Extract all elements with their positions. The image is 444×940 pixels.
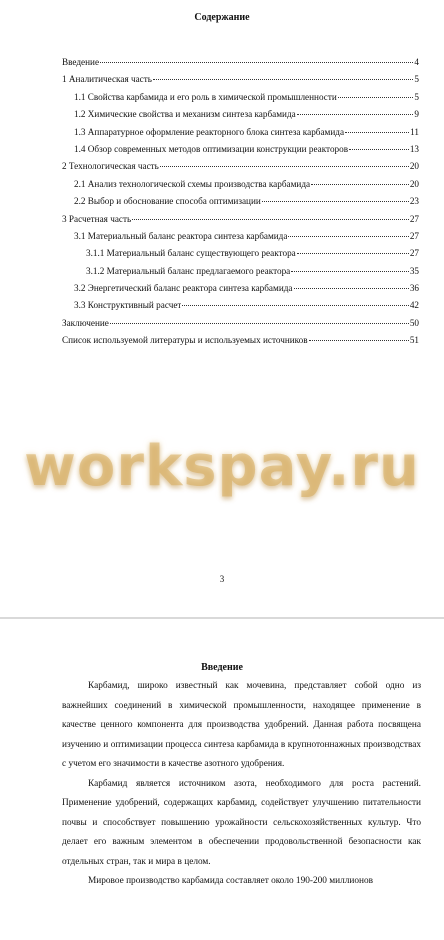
page-divider bbox=[0, 617, 444, 619]
toc-entry-page: 51 bbox=[409, 335, 419, 346]
toc-list bbox=[62, 54, 419, 350]
toc-entry-page: 5 bbox=[414, 91, 419, 102]
toc-entry-title: 1.4 Обзор современных методов оптимизации конструкции реакторов bbox=[74, 143, 349, 154]
toc-entry-title: 1.2 Химические свойства и механизм синтеза карбамида bbox=[74, 109, 296, 120]
toc-entry-title: 1.3 Аппаратурное оформление реакторного блока синтеза карбамида bbox=[74, 126, 345, 137]
toc-leader-dots bbox=[311, 174, 409, 185]
toc-entry-page: 23 bbox=[409, 196, 419, 207]
toc-entry-title: 3.2 Энергетический баланс реактора синтеза карбамида bbox=[74, 283, 293, 294]
toc-entry-page: 42 bbox=[409, 300, 419, 311]
toc-leader-dots bbox=[182, 295, 408, 306]
intro-title: Введение bbox=[201, 662, 243, 673]
toc-leader-dots bbox=[132, 209, 409, 220]
toc-leader-dots bbox=[100, 52, 413, 63]
toc-entry-title: Введение bbox=[62, 57, 100, 67]
toc-entry-title: 2.2 Выбор и обоснование способа оптимизации bbox=[74, 196, 261, 207]
toc-leader-dots bbox=[288, 226, 408, 237]
toc-entry[interactable] bbox=[62, 332, 419, 349]
toc-entry-page: 27 bbox=[409, 213, 419, 224]
intro-page bbox=[0, 620, 444, 940]
toc-entry-title: 3.1 Материальный баланс реактора синтеза карбамида bbox=[74, 230, 288, 241]
toc-entry-title: Список используемой литературы и используемых источников bbox=[62, 335, 308, 346]
toc-entry-page: 13 bbox=[409, 143, 419, 154]
toc-entry-page: 35 bbox=[409, 265, 419, 276]
toc-entry-title: 3 Расчетная часть bbox=[62, 213, 132, 224]
toc-leader-dots bbox=[110, 313, 409, 324]
toc-entry-title: Заключение bbox=[62, 317, 109, 328]
toc-entry-page: 20 bbox=[409, 178, 419, 189]
toc-leader-dots bbox=[309, 330, 409, 341]
toc-leader-dots bbox=[345, 122, 409, 133]
toc-entry-title: 3.1.1 Материальный баланс существующего реактора bbox=[86, 248, 296, 259]
toc-entry-title: 2 Технологическая часть bbox=[62, 161, 159, 172]
toc-entry-page: 5 bbox=[414, 74, 419, 85]
toc-entry-title: 2.1 Анализ технологической схемы производства карбамида bbox=[74, 178, 311, 189]
toc-title: Содержание bbox=[194, 12, 250, 23]
toc-entry-page: 27 bbox=[409, 230, 419, 241]
toc-entry-title: 1.1 Свойства карбамида и его роль в химической промышленности bbox=[74, 91, 337, 102]
toc-entry-page: 50 bbox=[409, 317, 419, 328]
intro-paragraph: Мировое производство карбамида составляет около 190-200 миллионов bbox=[88, 876, 374, 886]
toc-leader-dots bbox=[297, 104, 414, 115]
toc-entry-page: 20 bbox=[409, 161, 419, 172]
toc-entry-page: 36 bbox=[409, 283, 419, 294]
toc-leader-dots bbox=[160, 156, 409, 167]
intro-paragraph: Карбамид, широко известный как мочевина, представляет собой одно из важнейших соединений в химической промышленности, находящее применение в качестве ценного компонента для производства удобрений. Данная работа посвящена изучению и оптимизации процесса синтеза карбамида в крупнотоннажных производствах с учетом его значимости в качестве азотного удобрения. bbox=[62, 681, 421, 769]
toc-leader-dots bbox=[291, 261, 409, 272]
toc-leader-dots bbox=[349, 139, 409, 150]
toc-entry-page: 9 bbox=[414, 109, 419, 120]
toc-entry-page: 27 bbox=[409, 248, 419, 259]
toc-leader-dots bbox=[294, 278, 409, 289]
page-number: 3 bbox=[219, 574, 225, 584]
intro-paragraph: Карбамид является источником азота, необходимого для роста растений. Применение удобрений, содержащих карбамид, содействует улучшению питательности почвы и способствует повышению урожайности сельскохозяйственных культур. Что делает его важным элементом в обеспечении продовольственной безопасности как отдельных стран, так и мира в целом. bbox=[62, 778, 421, 867]
toc-leader-dots bbox=[338, 87, 414, 98]
toc-entry-title: 3.1.2 Материальный баланс предлагаемого реактора bbox=[86, 265, 291, 276]
toc-entry-page: 4 bbox=[414, 57, 419, 67]
toc-entry-title: 1 Аналитическая часть bbox=[62, 74, 152, 85]
toc-entry-page: 11 bbox=[410, 126, 419, 137]
toc-leader-dots bbox=[297, 243, 409, 254]
toc-leader-dots bbox=[262, 191, 409, 202]
toc-entry-title: 3.3 Конструктивный расчет bbox=[74, 300, 182, 311]
watermark: workspay.ru bbox=[24, 434, 420, 499]
intro-body bbox=[62, 677, 421, 892]
toc-leader-dots bbox=[153, 69, 413, 80]
